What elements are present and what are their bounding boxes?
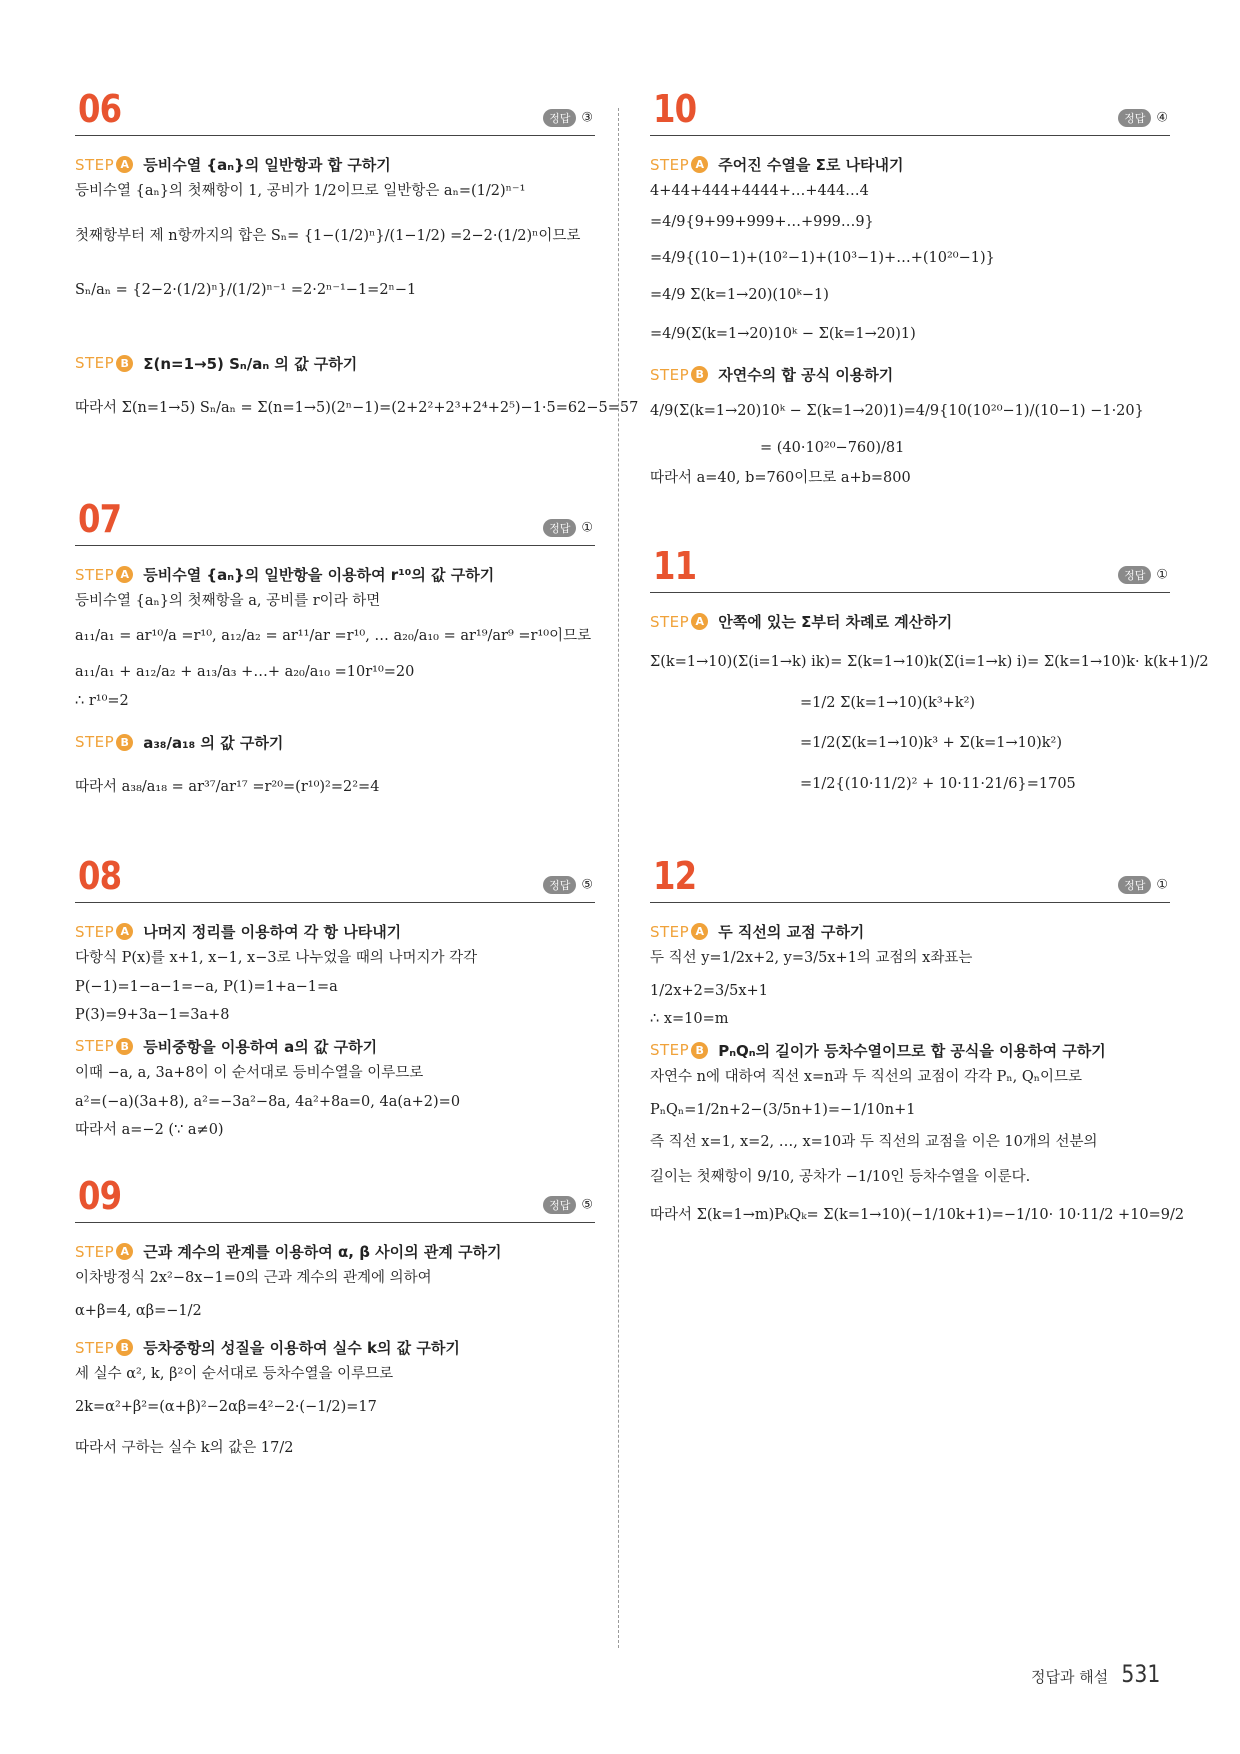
solution-line: 4+44+444+4444+…+444…4 xyxy=(650,183,869,199)
problem-09 xyxy=(75,1172,595,1460)
step-heading: STEP A 등비수열 {aₙ}의 일반항을 이용하여 r¹⁰의 값 구하기 xyxy=(75,565,495,584)
solution-line: PₙQₙ=1/2n+2−(3/5n+1)=−1/10n+1 xyxy=(650,1101,916,1118)
step-title: Σ(n=1→5) Sₙ/aₙ 의 값 구하기 xyxy=(143,354,358,373)
answer-value: ④ xyxy=(1156,110,1168,126)
problem-header xyxy=(650,542,1170,593)
answer-value: ⑤ xyxy=(581,1197,593,1213)
solution-line: P(3)=9+3a−1=3a+8 xyxy=(75,1007,230,1024)
problem-number: 11 xyxy=(653,544,697,588)
step-title: PₙQₙ의 길이가 등차수열이므로 합 공식을 이용하여 구하기 xyxy=(718,1041,1106,1060)
problem-header xyxy=(650,85,1170,136)
answer xyxy=(1118,109,1168,127)
answer-badge: 정답 xyxy=(1118,876,1151,894)
problem-header xyxy=(75,85,595,136)
answer-value: ① xyxy=(1156,877,1168,893)
solution-line: 자연수 n에 대하여 직선 x=n과 두 직선의 교점이 각각 Pₙ, Qₙ이므로 xyxy=(650,1068,1083,1085)
answer xyxy=(543,1196,593,1214)
solution-line: =4/9 Σ(k=1→20)(10ᵏ−1) xyxy=(650,286,829,303)
problem-number: 07 xyxy=(78,497,122,541)
step-heading: STEP A 등비수열 {aₙ}의 일반항과 합 구하기 xyxy=(75,155,391,174)
solution-line: =1/2{(10·11/2)² + 10·11·21/6}=1705 xyxy=(800,775,1076,792)
solution-line: P(−1)=1−a−1=−a, P(1)=1+a−1=a xyxy=(75,978,338,995)
solution-line: a₁₁/a₁ + a₁₂/a₂ + a₁₃/a₃ +…+ a₂₀/a₁₀ =10r¹⁰=20 xyxy=(75,664,415,681)
step-title: 등차중항의 성질을 이용하여 실수 k의 값 구하기 xyxy=(143,1339,460,1358)
answer-badge: 정답 xyxy=(543,519,576,537)
solution-line: ∴ r¹⁰=2 xyxy=(75,692,129,709)
step-title: a₃₈/a₁₈ 의 값 구하기 xyxy=(143,733,284,752)
solution-line: 두 직선 y=1/2x+2, y=3/5x+1의 교점의 x좌표는 xyxy=(650,950,973,966)
step-heading: STEP A 나머지 정리를 이용하여 각 항 나타내기 xyxy=(75,922,402,941)
problem-07 xyxy=(75,495,595,799)
step-heading: STEP B 자연수의 합 공식 이용하기 xyxy=(650,365,894,385)
footer-label: 정답과 해설 xyxy=(1030,1668,1109,1686)
answer-value: ① xyxy=(581,520,593,536)
problem-10 xyxy=(650,85,1170,491)
problem-header xyxy=(75,852,595,903)
page-footer xyxy=(1031,1660,1164,1688)
problem-number: 08 xyxy=(78,854,122,898)
page-number: 531 xyxy=(1121,1660,1161,1688)
problem-number: 06 xyxy=(78,87,122,131)
step-title: 근과 계수의 관계를 이용하여 α, β 사이의 관계 구하기 xyxy=(143,1243,502,1261)
step-heading: STEP B 등비중항을 이용하여 a의 값 구하기 xyxy=(75,1037,378,1056)
answer-badge: 정답 xyxy=(1118,566,1151,584)
step-heading: STEP B PₙQₙ의 길이가 등차수열이므로 합 공식을 이용하여 구하기 xyxy=(650,1041,1106,1060)
solution-line: =4/9(Σ(k=1→20)10ᵏ − Σ(k=1→20)1) xyxy=(650,325,916,342)
answer-value: ① xyxy=(1156,567,1168,583)
problem-header xyxy=(75,495,595,546)
step-heading: STEP B Σ(n=1→5) Sₙ/aₙ 의 값 구하기 xyxy=(75,354,358,373)
answer xyxy=(1118,566,1168,584)
solution-line: ∴ x=10=m xyxy=(650,1011,729,1028)
step-title: 등비수열 {aₙ}의 일반항을 이용하여 r¹⁰의 값 구하기 xyxy=(143,566,495,584)
solution-line: =4/9{(10−1)+(10²−1)+(10³−1)+…+(10²⁰−1)} xyxy=(650,250,995,267)
problem-06 xyxy=(75,85,639,421)
solution-line: a²=(−a)(3a+8), a²=−3a²−8a, 4a²+8a=0, 4a(a+2)=0 xyxy=(75,1093,461,1110)
answer-badge: 정답 xyxy=(1118,109,1151,127)
solution-line: 따라서 Σ(n=1→5) Sₙ/aₙ = Σ(n=1→5)(2ⁿ−1)=(2+2²+2³+2⁴+2⁵)−1·5=62−5=57 xyxy=(75,399,639,416)
solution-line: 따라서 구하는 실수 k의 값은 17/2 xyxy=(75,1439,294,1456)
step-heading: STEP A 두 직선의 교점 구하기 xyxy=(650,922,865,941)
answer xyxy=(1118,876,1168,894)
solution-line: 이때 −a, a, 3a+8이 이 순서대로 등비수열을 이루므로 xyxy=(75,1064,424,1081)
solution-line: Σ(k=1→10)(Σ(i=1→k) ik)= Σ(k=1→10)k(Σ(i=1→k) i)= Σ(k=1→10)k· k(k+1)/2 xyxy=(650,654,1209,670)
solution-line: 등비수열 {aₙ}의 첫째항을 a, 공비를 r이라 하면 xyxy=(75,593,381,609)
step-heading: STEP A 안쪽에 있는 Σ부터 차례로 계산하기 xyxy=(650,612,953,631)
answer xyxy=(543,876,593,894)
problem-number: 09 xyxy=(78,1174,122,1218)
step-heading: STEP A 주어진 수열을 Σ로 나타내기 xyxy=(650,155,904,174)
answer-value: ⑤ xyxy=(581,877,593,893)
answer-badge: 정답 xyxy=(543,109,576,127)
solution-line: 1/2x+2=3/5x+1 xyxy=(650,982,768,999)
solution-line: 따라서 a=40, b=760이므로 a+b=800 xyxy=(650,470,911,487)
step-title: 등비수열 {aₙ}의 일반항과 합 구하기 xyxy=(143,156,391,174)
step-title: 두 직선의 교점 구하기 xyxy=(718,923,865,941)
solution-line: Sₙ/aₙ = {2−2·(1/2)ⁿ}/(1/2)ⁿ⁻¹ =2·2ⁿ⁻¹−1=2ⁿ−1 xyxy=(75,282,417,299)
step-heading: STEP B a₃₈/a₁₈ 의 값 구하기 xyxy=(75,733,284,752)
answer xyxy=(543,519,593,537)
solution-line: 2k=α²+β²=(α+β)²−2αβ=4²−2·(−1/2)=17 xyxy=(75,1398,377,1415)
problem-number: 12 xyxy=(653,854,697,898)
problem-header xyxy=(75,1172,595,1223)
step-title: 안쪽에 있는 Σ부터 차례로 계산하기 xyxy=(718,613,953,631)
problem-12 xyxy=(650,852,1185,1228)
solution-line: 길이는 첫째항이 9/10, 공차가 −1/10인 등차수열을 이룬다. xyxy=(650,1168,1031,1185)
answer-badge: 정답 xyxy=(543,1196,576,1214)
solution-line: 다항식 P(x)를 x+1, x−1, x−3로 나누었을 때의 나머지가 각각 xyxy=(75,950,478,966)
answer-badge: 정답 xyxy=(543,876,576,894)
step-title: 주어진 수열을 Σ로 나타내기 xyxy=(718,156,904,174)
solution-line: 이차방정식 2x²−8x−1=0의 근과 계수의 관계에 의하여 xyxy=(75,1270,432,1286)
column-divider xyxy=(618,108,619,1648)
solution-line: 등비수열 {aₙ}의 첫째항이 1, 공비가 1/2이므로 일반항은 aₙ=(1/2)ⁿ⁻¹ xyxy=(75,183,526,199)
solution-line: a₁₁/a₁ = ar¹⁰/a =r¹⁰, a₁₂/a₂ = ar¹¹/ar =r¹⁰, … a₂₀/a₁₀ = ar¹⁹/ar⁹ =r¹⁰이므로 xyxy=(75,627,592,644)
step-title: 등비중항을 이용하여 a의 값 구하기 xyxy=(143,1037,378,1056)
solution-line: 즉 직선 x=1, x=2, …, x=10과 두 직선의 교점을 이은 10개의 선분의 xyxy=(650,1134,1098,1151)
step-heading: STEP B 등차중항의 성질을 이용하여 실수 k의 값 구하기 xyxy=(75,1338,460,1358)
step-title: 나머지 정리를 이용하여 각 항 나타내기 xyxy=(143,923,402,941)
solution-line: =1/2 Σ(k=1→10)(k³+k²) xyxy=(800,694,976,711)
solution-line: α+β=4, αβ=−1/2 xyxy=(75,1302,202,1319)
solution-line: 세 실수 α², k, β²이 순서대로 등차수열을 이루므로 xyxy=(75,1366,394,1383)
solution-line: = (40·10²⁰−760)/81 xyxy=(760,439,905,456)
solution-line: 따라서 Σ(k=1→m)PₖQₖ= Σ(k=1→10)(−1/10k+1)=−1/10· 10·11/2 +10=9/2 xyxy=(650,1207,1185,1224)
solution-line: =1/2(Σ(k=1→10)k³ + Σ(k=1→10)k²) xyxy=(800,735,1063,752)
solution-line: =4/9{9+99+999+…+999…9} xyxy=(650,213,874,230)
problem-08 xyxy=(75,852,595,1143)
answer-value: ③ xyxy=(581,110,593,126)
problem-11 xyxy=(650,542,1209,797)
solution-line: 따라서 a=−2 (∵ a≠0) xyxy=(75,1122,224,1139)
solution-line: 4/9(Σ(k=1→20)10ᵏ − Σ(k=1→20)1)=4/9{10(10²⁰−1)/(10−1) −1·20} xyxy=(650,403,1144,420)
solution-line: 첫째항부터 제 n항까지의 합은 Sₙ= {1−(1/2)ⁿ}/(1−1/2) =2−2·(1/2)ⁿ이므로 xyxy=(75,227,581,244)
step-title: 자연수의 합 공식 이용하기 xyxy=(718,366,894,385)
step-heading: STEP A 근과 계수의 관계를 이용하여 α, β 사이의 관계 구하기 xyxy=(75,1242,502,1261)
problem-number: 10 xyxy=(653,87,697,131)
problem-header xyxy=(650,852,1170,903)
solution-line: 따라서 a₃₈/a₁₈ = ar³⁷/ar¹⁷ =r²⁰=(r¹⁰)²=2²=4 xyxy=(75,778,380,795)
answer xyxy=(543,109,593,127)
